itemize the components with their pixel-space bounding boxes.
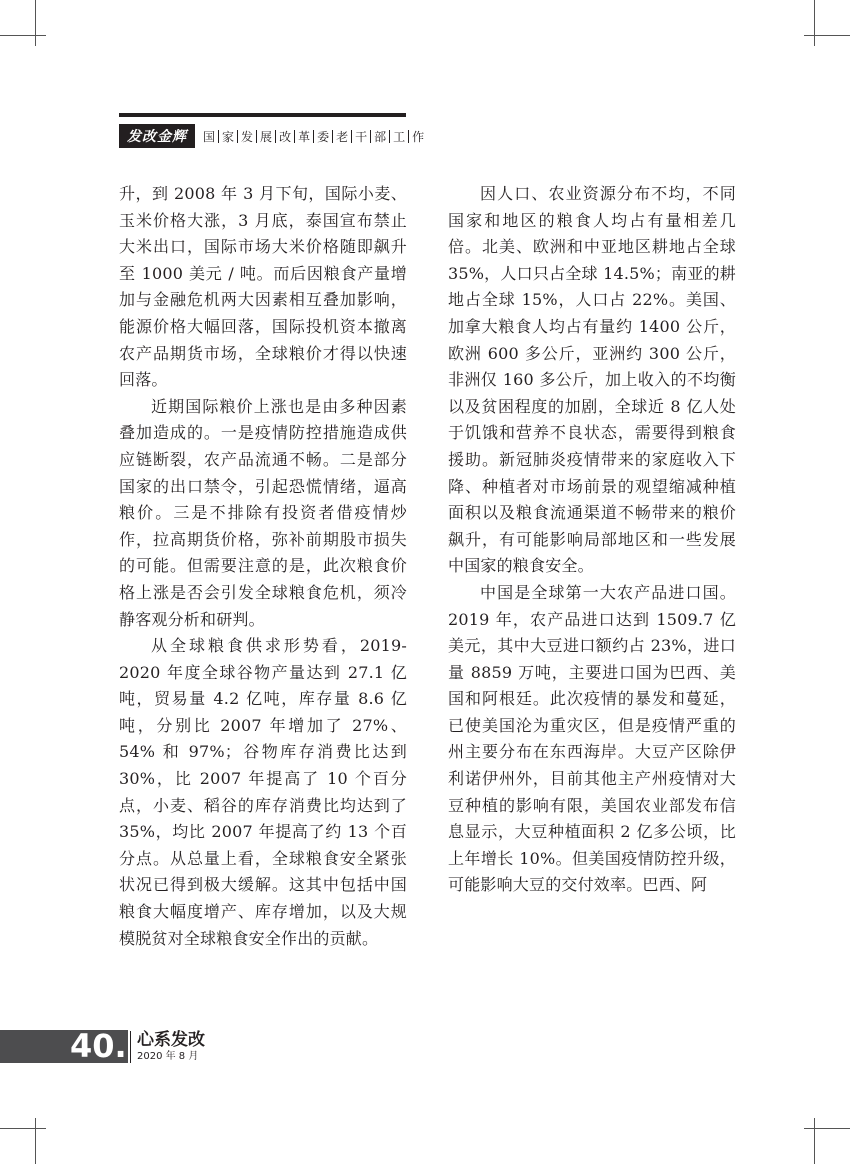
page-number: 40.: [70, 1027, 127, 1065]
running-header: [119, 124, 424, 148]
section-title-char: 改: [279, 129, 292, 144]
section-separator: [275, 130, 276, 143]
crop-mark: [814, 0, 815, 46]
section-title-char: 干: [355, 129, 368, 144]
section-separator: [332, 130, 333, 143]
paragraph: 因人口、农业资源分布不均，不同国家和地区的粮食人均占有量相差几倍。北美、欧洲和中亚地区耕地占全球 35%，人口只占全球 14.5%；南亚的耕地占全球 15%，人口占 22%。美国、加拿大粮食人均占有量约 1400 公斤，欧洲 600 多公斤，亚洲约 300 公斤，非洲仅 160 多公斤，加上收入的不均衡以及贫困程度的加剧，全球近 8 亿人处于饥饿和营养不良状态，需要得到粮食援助。新冠肺炎疫情带来的家庭收入下降、种植者对市场前景的观望缩减种植面积以及粮食流通渠道不畅带来的粮价飙升，有可能影响局部地区和一些发展中国家的粮食安全。: [448, 184, 736, 576]
section-title-char: 部: [374, 129, 387, 144]
section-separator: [218, 130, 219, 143]
section-title-char: 家: [222, 129, 235, 144]
crop-mark: [814, 1118, 815, 1164]
crop-mark: [35, 0, 36, 46]
folio-divider: [130, 1031, 131, 1063]
crop-mark: [0, 1128, 46, 1129]
section-title-char: 发: [241, 129, 254, 144]
section-title-char: 作: [412, 129, 425, 144]
section-separator: [237, 130, 238, 143]
section-separator: [389, 130, 390, 143]
paragraph: 近期国际粮价上涨也是由多种因素叠加造成的。一是疫情防控措施造成供应链断裂，农产品流通不畅。二是部分国家的出口禁令，引起恐慌情绪，逼高粮价。三是不排除有投资者借疫情炒作，拉高期货价格，弥补前期股市损失的可能。但需要注意的是，此次粮食价格上涨是否会引发全球粮食危机，须冷静客观分析和研判。: [119, 396, 407, 629]
section-title-char: 革: [298, 129, 311, 144]
section-title-char: 委: [317, 129, 330, 144]
crop-mark: [35, 1118, 36, 1164]
paragraph: 升，到 2008 年 3 月下旬，国际小麦、玉米价格大涨，3 月底，泰国宣布禁止大米出口，国际市场大米价格随即飙升至 1000 美元 / 吨。而后因粮食产量增加与金融危机两大因素相互叠加影响，能源价格大幅回落，国际投机资本撤离农产品期货市场，全球粮价才得以快速回落。: [119, 184, 407, 390]
section-title-char: 展: [260, 129, 273, 144]
section-separator: [351, 130, 352, 143]
crop-mark: [804, 1128, 850, 1129]
crop-mark: [804, 35, 850, 36]
left-column: [119, 181, 407, 952]
header-rule: [119, 113, 406, 117]
section-separator: [313, 130, 314, 143]
section-title-char: 国: [203, 129, 216, 144]
issue-date: 2020 年 8 月: [137, 1051, 199, 1062]
section-separator: [408, 130, 409, 143]
section-separator: [370, 130, 371, 143]
crop-mark: [0, 35, 46, 36]
section-separator: [294, 130, 295, 143]
section-title-char: 老: [336, 129, 349, 144]
section-title-char: 工: [393, 129, 406, 144]
section-separator: [256, 130, 257, 143]
paragraph: 从全球粮食供求形势看，2019-2020 年度全球谷物产量达到 27.1 亿吨，贸易量 4.2 亿吨，库存量 8.6 亿吨，分别比 2007 年增加了 27%、54% 和 97%；谷物库存消费比达到 30%，比 2007 年提高了 10 个百分点，小麦、稻谷的库存消费比均达到了 35%，均比 2007 年提高了约 13 个百分点。从总量上看，全球粮食安全紧张状况已得到极大缓解。这其中包括中国粮食大幅度增产、库存增加，以及大规模脱贫对全球粮食安全作出的贡献。: [119, 636, 407, 948]
column-logo: 发改金辉: [119, 124, 195, 148]
magazine-name: 心系发改: [137, 1030, 205, 1050]
right-column: [448, 181, 736, 899]
section-title: [203, 128, 424, 145]
paragraph: 中国是全球第一大农产品进口国。2019 年，农产品进口达到 1509.7 亿美元，其中大豆进口额约占 23%，进口量 8859 万吨，主要进口国为巴西、美国和阿根廷。此次疫情的暴发和蔓延，已使美国沦为重灾区，但是疫情严重的州主要分布在东西海岸。大豆产区除伊利诺伊州外，目前其他主产州疫情对大豆种植的影响有限，美国农业部发布信息显示，大豆种植面积 2 亿多公顷，比上年增长 10%。但美国疫情防控升级，可能影响大豆的交付效率。巴西、阿: [448, 582, 736, 895]
